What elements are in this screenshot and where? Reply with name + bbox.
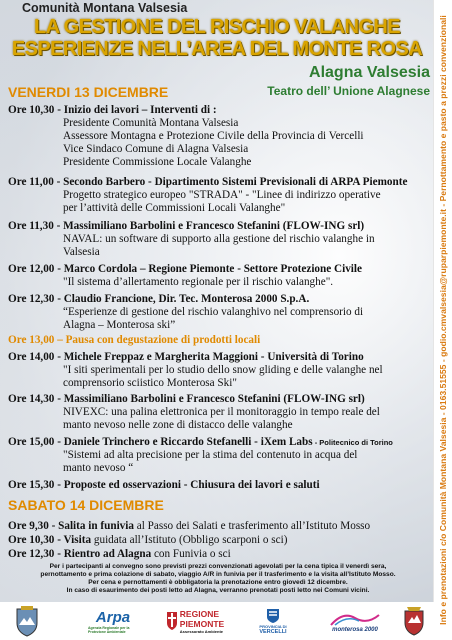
arpa-logo-text: Arpa — [95, 608, 131, 626]
program-item — [8, 176, 428, 215]
footnote-line: Per i partecipanti al convegno sono previsti prezzi convenzionati agevolati per la cena tipica il venerdì sera, — [49, 563, 387, 570]
monterosa-logo-text: monterosa 2000 — [332, 627, 378, 633]
regione-logo-line-1: REGIONE — [179, 608, 219, 619]
saturday-item — [8, 534, 287, 547]
program-item-detail: manto nevoso nelle zone di distacco delle valanghe — [63, 419, 293, 431]
alagna-crest-icon — [400, 604, 428, 638]
program-item-heading: Ore 14,30 - Massimiliano Barbolini e Francesco Stefanini (FLOW-ING srl) — [8, 393, 365, 405]
footnote — [10, 563, 426, 595]
monterosa-2000-logo — [326, 604, 384, 638]
program-item — [8, 436, 428, 475]
saturday-item — [8, 548, 231, 561]
saturday-item-text: con Funivia o sci — [151, 548, 231, 560]
program-item — [8, 351, 428, 390]
monterosa-mountain-icon — [329, 609, 381, 627]
program-item-heading: Ore 13,00 – Pausa con degustazione di prodotti locali — [8, 334, 261, 346]
program-item-detail: Vice Sindaco Comune di Alagna Valsesia — [63, 143, 249, 155]
saturday-item-time: Ore 12,30 - Rientro ad Alagna — [8, 548, 152, 560]
day-2-heading: SABATO 14 DICEMBRE — [8, 497, 164, 513]
arpa-logo-subtitle: Agenzia Regionale per la Protezione Ambientale — [88, 625, 130, 634]
regione-piemonte-logo — [162, 604, 228, 638]
provincia-shield-icon — [266, 608, 280, 624]
saturday-item — [8, 520, 370, 533]
provincia-logo-line-1: PROVINCIA DI — [259, 623, 287, 629]
regione-shield-icon — [166, 611, 178, 631]
regione-logo-line-2: PIEMONTE — [179, 618, 225, 629]
program-item-detail: Presidente Commissione Locale Valanghe — [63, 156, 252, 168]
program-item-detail: Valsesia — [63, 246, 100, 258]
program-item-affiliation: - Politecnico di Torino — [312, 438, 393, 447]
event-venue: Teatro dell’ Unione Alagnese — [267, 84, 430, 98]
program-item-detail: "I siti sperimentali per lo studio dello snow gliding e delle valanghe nel — [63, 364, 383, 376]
program-item-detail: per l’attività delle Commissioni Locali Valanghe" — [63, 202, 286, 214]
program-item-heading-text: Ore 15,00 - Daniele Trinchero e Riccardo Stefanelli - iXem Labs — [8, 436, 313, 448]
program-item — [8, 263, 428, 289]
program-item-detail: Assessore Montagna e Protezione Civile della Provincia di Vercelli — [63, 130, 364, 142]
program-item-heading: Ore 14,00 - Michele Freppaz e Margherita Maggioni - Università di Torino — [8, 351, 364, 363]
program-item-heading: Ore 12,30 - Claudio Francione, Dir. Tec. Monterosa 2000 S.p.A. — [8, 293, 310, 305]
program-item-detail: Presidente Comunità Montana Valsesia — [63, 117, 239, 129]
footnote-line: pernottamento e prima colazione di sabato, viaggio A/R in funivia per il trasferimento e la visita all’Istituto Mosso. — [40, 571, 396, 578]
event-title-line-1: LA GESTIONE DEL RISCHIO VALANGHE — [33, 16, 400, 38]
contact-info-text: Info e prenotazioni c/o Comunità Montana Valsesia - 0163.51555 - godio.cmvalsesia@ruparpiemonte.it - Pernottamento e pasto a prezzi convenzionali — [438, 15, 448, 625]
program-item-heading — [8, 436, 428, 449]
provincia-logo-line-2: VERCELLI — [259, 628, 287, 635]
program-item — [8, 293, 428, 332]
program-item-detail: "Il sistema d’allertamento regionale per il rischio valanghe". — [63, 276, 334, 288]
program-item-detail: comprensorio sciistico Monterosa Ski" — [63, 377, 237, 389]
comunita-montana-crest-icon — [10, 604, 44, 638]
program-item-detail: NIVEXC: una palina elettronica per il monitoraggio in tempo reale del — [63, 406, 380, 418]
program-item-detail: Progetto strategico europeo "STRADA" - "Linee di indirizzo operative — [63, 189, 381, 201]
event-title-line-2: ESPERIENZE NELL’AREA DEL MONTE ROSA — [11, 38, 423, 60]
saturday-item-time: Ore 10,30 - Visita — [8, 534, 92, 546]
lunch-break — [8, 334, 428, 347]
provincia-vercelli-logo — [248, 604, 298, 638]
program-item-heading: Ore 11,00 - Secondo Barbero - Dipartimento Sistemi Previsionali di ARPA Piemonte — [8, 176, 408, 188]
contact-sidebar — [433, 0, 452, 640]
program-item — [8, 220, 428, 259]
program-item-detail: manto nevoso “ — [63, 462, 134, 474]
program-item-detail: “Esperienze di gestione del rischio valanghivo nel comprensorio di — [63, 306, 364, 318]
sponsor-logos — [0, 602, 434, 640]
footnote-line: In caso di esaurimento dei posti letto ad Alagna, verranno prenotati posti letto nei Comuni vicini. — [66, 587, 370, 594]
program-item-heading: Ore 10,30 - Inizio dei lavori – Interventi di : — [8, 104, 217, 116]
saturday-item-text: al Passo dei Salati e trasferimento all’Istituto Mosso — [133, 520, 371, 532]
regione-logo-subtitle: Assessorato Ambiente — [179, 628, 223, 634]
program-item-heading: Ore 11,30 - Massimiliano Barbolini e Francesco Stefanini (FLOW-ING srl) — [8, 220, 365, 232]
program-item-detail: Alagna – Monterosa ski” — [63, 319, 176, 331]
organizer-name: Comunità Montana Valsesia — [22, 1, 188, 15]
program-item — [8, 104, 428, 169]
program-item-heading: Ore 15,30 - Proposte ed osservazioni - Chiusura dei lavori e saluti — [8, 479, 320, 491]
day-1-heading: VENERDI 13 DICEMBRE — [8, 84, 169, 100]
arpa-logo — [88, 604, 138, 638]
saturday-item-text: guidata all’Istituto (Obbligo scarponi o sci) — [91, 534, 288, 546]
regione-logo-text — [180, 609, 224, 634]
footnote-line: Per cena e pernottamenti è obbligatoria la prenotazione entro giovedì 12 dicembre. — [88, 579, 348, 586]
program-item-detail: "Sistemi ad alta precisione per la stima del contenuto in acqua del — [63, 449, 358, 461]
event-location: Alagna Valsesia — [309, 64, 430, 81]
program-item — [8, 479, 428, 492]
program-item — [8, 393, 428, 432]
program-item-heading: Ore 12,00 - Marco Cordola – Regione Piemonte - Settore Protezione Civile — [8, 263, 362, 275]
saturday-item-time: Ore 9,30 - Salita in funivia — [8, 520, 134, 532]
program-item-detail: NAVAL: un software di supporto alla gestione del rischio valanghe in — [63, 233, 375, 245]
